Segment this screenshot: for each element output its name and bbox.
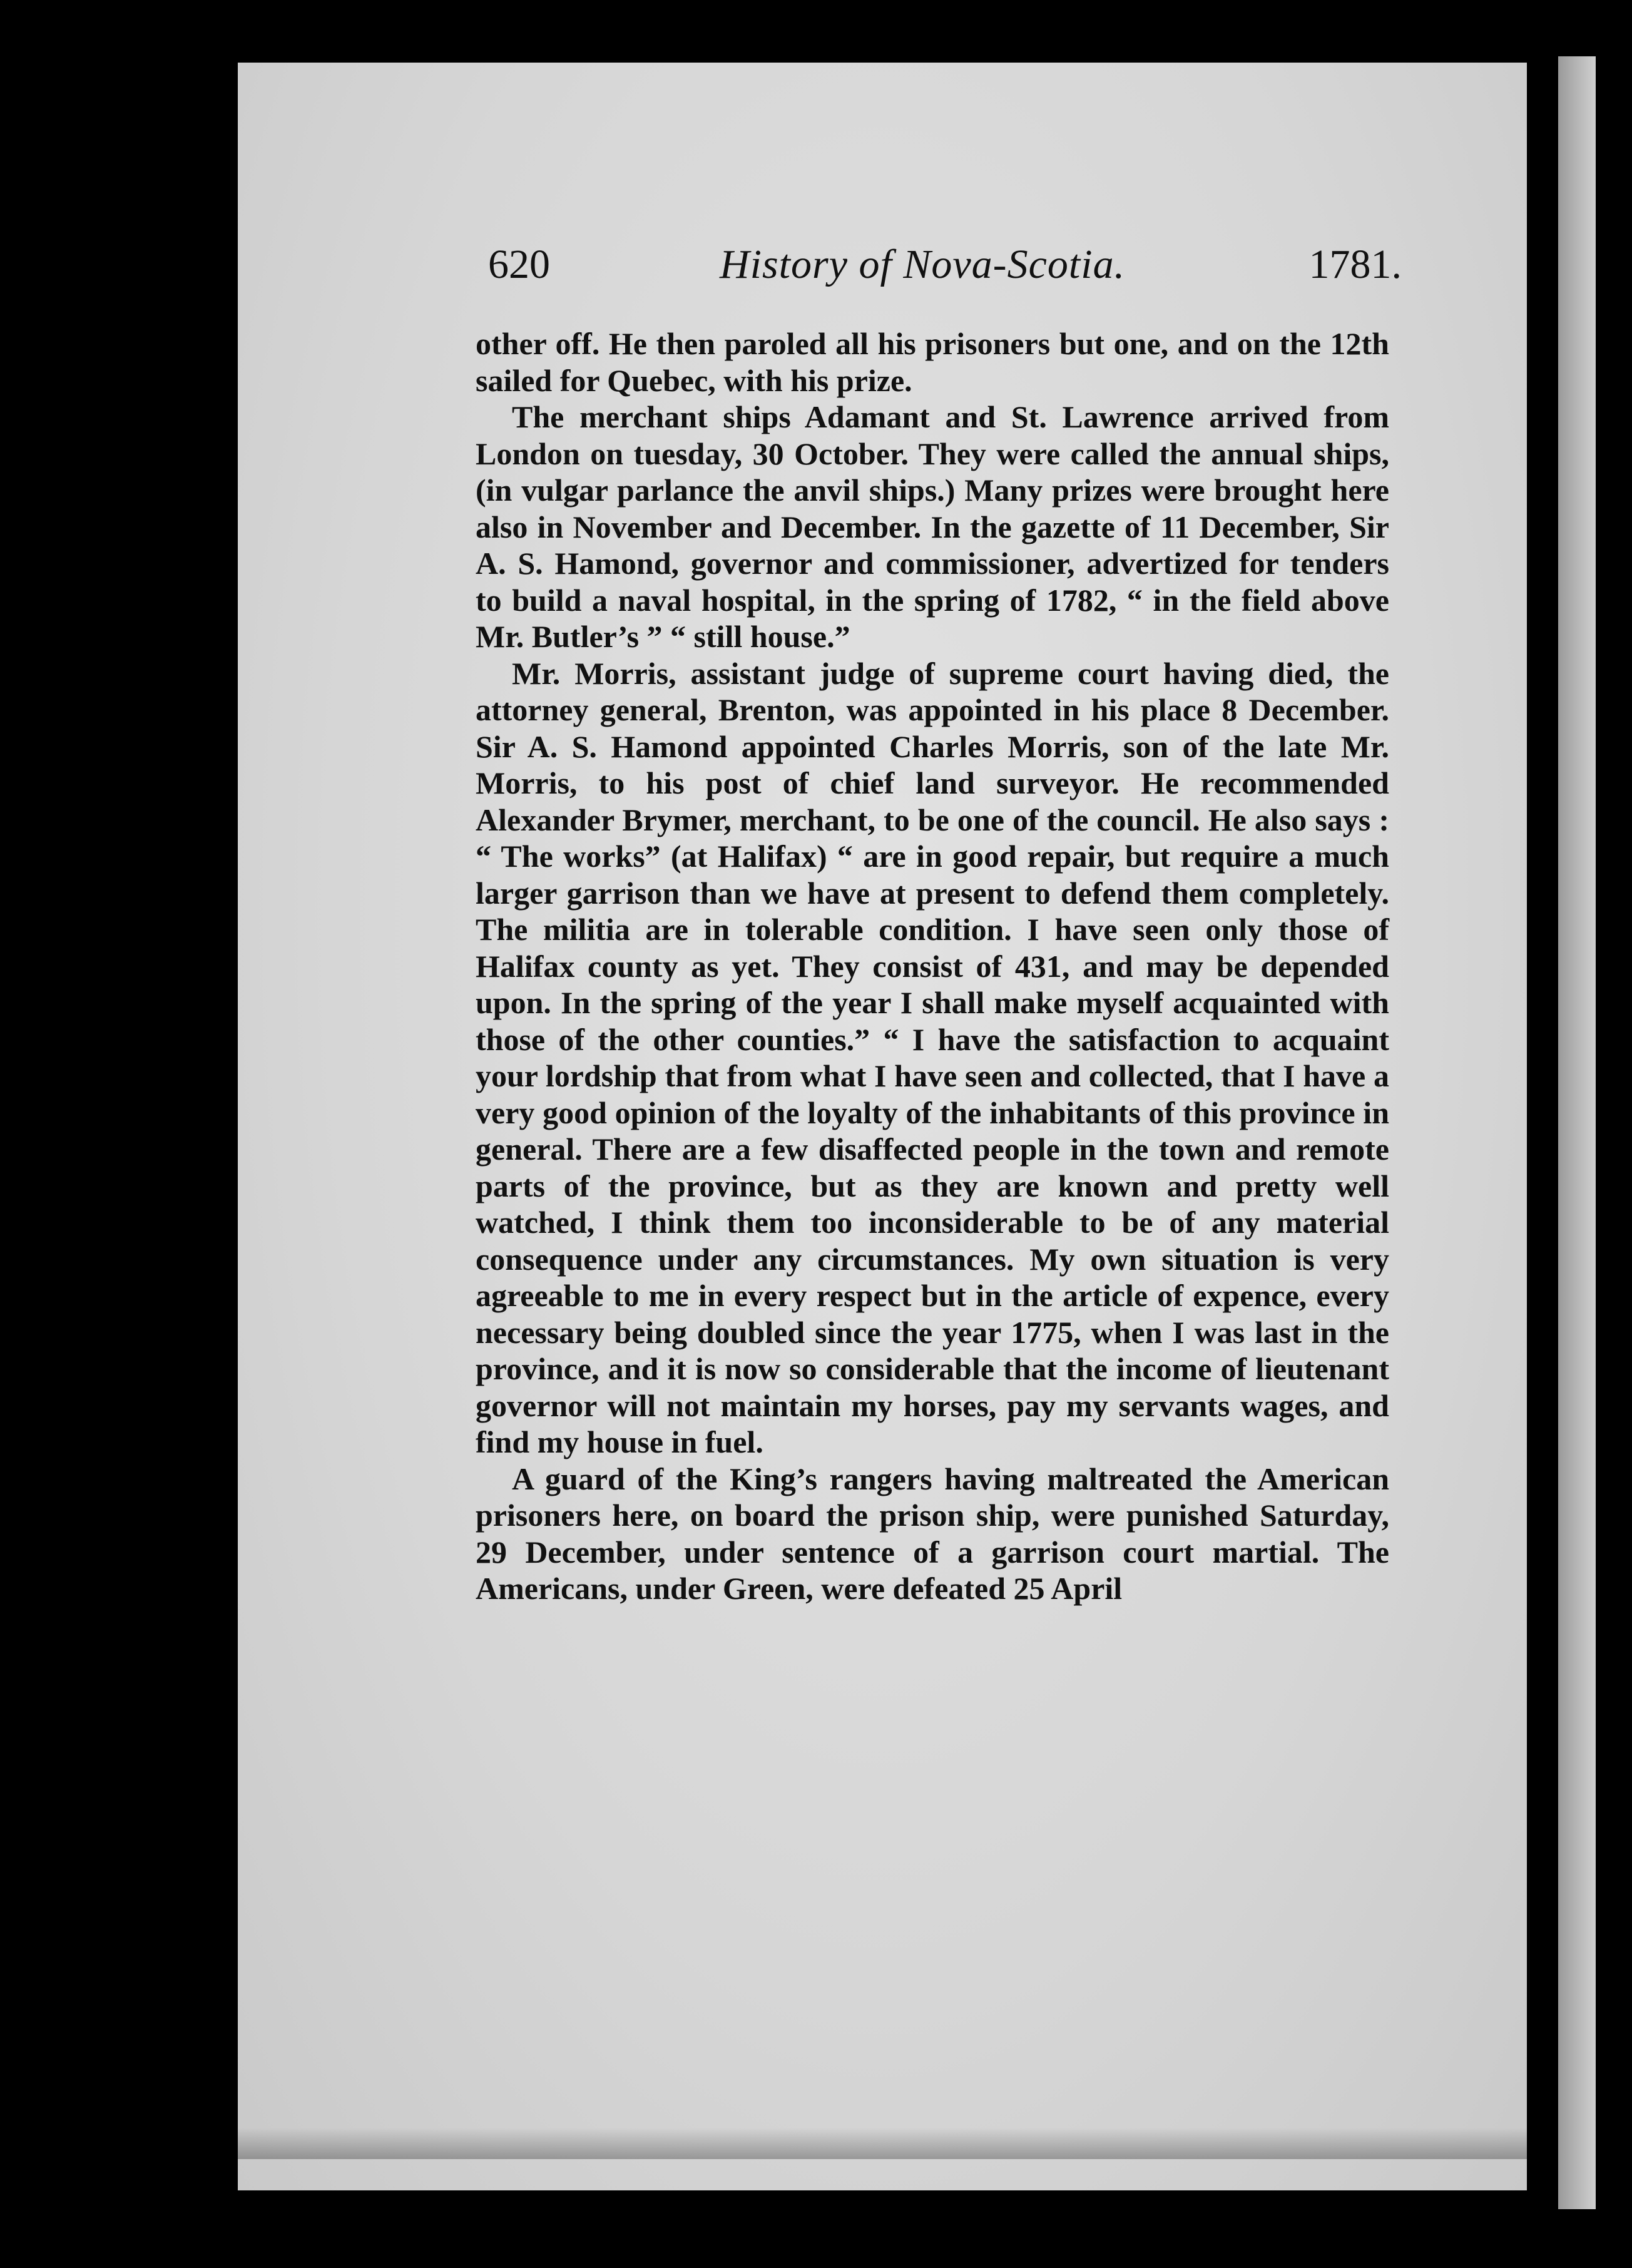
page-header: [476, 241, 1402, 310]
running-title: History of Nova-Scotia.: [720, 242, 1126, 287]
body-text: [476, 325, 1389, 1607]
page-bottom-shadow: [238, 2128, 1527, 2159]
paragraph-merchant-ships: The merchant ships Adamant and St. Lawrence arrived from London on tuesday, 30 October. They were called the annual ships, (in vulgar parlance the anvil ships.) Many prizes were brought here also in November and December. In the gazette of 11 December, Sir A. S. Hamond, governor and commissioner, advertized for tenders to build a naval hospital, in the spring of 1782, “ in the field above Mr. Butler’s ” “ still house.”: [476, 399, 1389, 654]
header-year: 1781.: [1308, 242, 1402, 287]
facing-page-edge: [1558, 56, 1596, 2209]
page-number: 620: [488, 242, 550, 287]
paragraph-morris: Mr. Morris, assistant judge of supreme court having died, the attorney general, Brenton, was appointed in his place 8 December. Sir A. S. Hamond appointed Charles Morris, son of the late Mr. Morris, to his post of chief land surveyor. He recommended Alexander Brymer, merchant, to be one of the council. He also says : “ The works” (at Halifax) “ are in good repair, but require a much larger garrison than we have at present to defend them completely. The militia are in tolerable condition. I have seen only those of Halifax county as yet. They consist of 431, and may be depended upon. In the spring of the year I shall make myself acquainted with those of the other counties.” “ I have the satisfaction to acquaint your lordship that from what I have seen and collected, that I have a very good opinion of the loyalty of the inhabitants of this province in general. There are a few disaffected people in the town and remote parts of the province, but as they are known and pretty well watched, I think them too inconsiderable to be of any material consequence under any circumstances. My own situation is very agreeable to me in every respect but in the article of expence, every necessary being doubled since the year 1775, when I was last in the province, and it is now so considerable that the income of lieutenant governor will not maintain my horses, pay my servants wages, and find my house in fuel.: [476, 655, 1389, 1459]
paragraph-continuation: other off. He then paroled all his prisoners but one, and on the 12th sailed for Quebec, with his prize.: [476, 326, 1389, 398]
paragraph-kings-rangers: A guard of the King’s rangers having maltreated the American prisoners here, on board the prison ship, were punished Saturday, 29 December, under sentence of a garrison court martial. The Americans, under Green, were defeated 25 April: [476, 1461, 1389, 1606]
